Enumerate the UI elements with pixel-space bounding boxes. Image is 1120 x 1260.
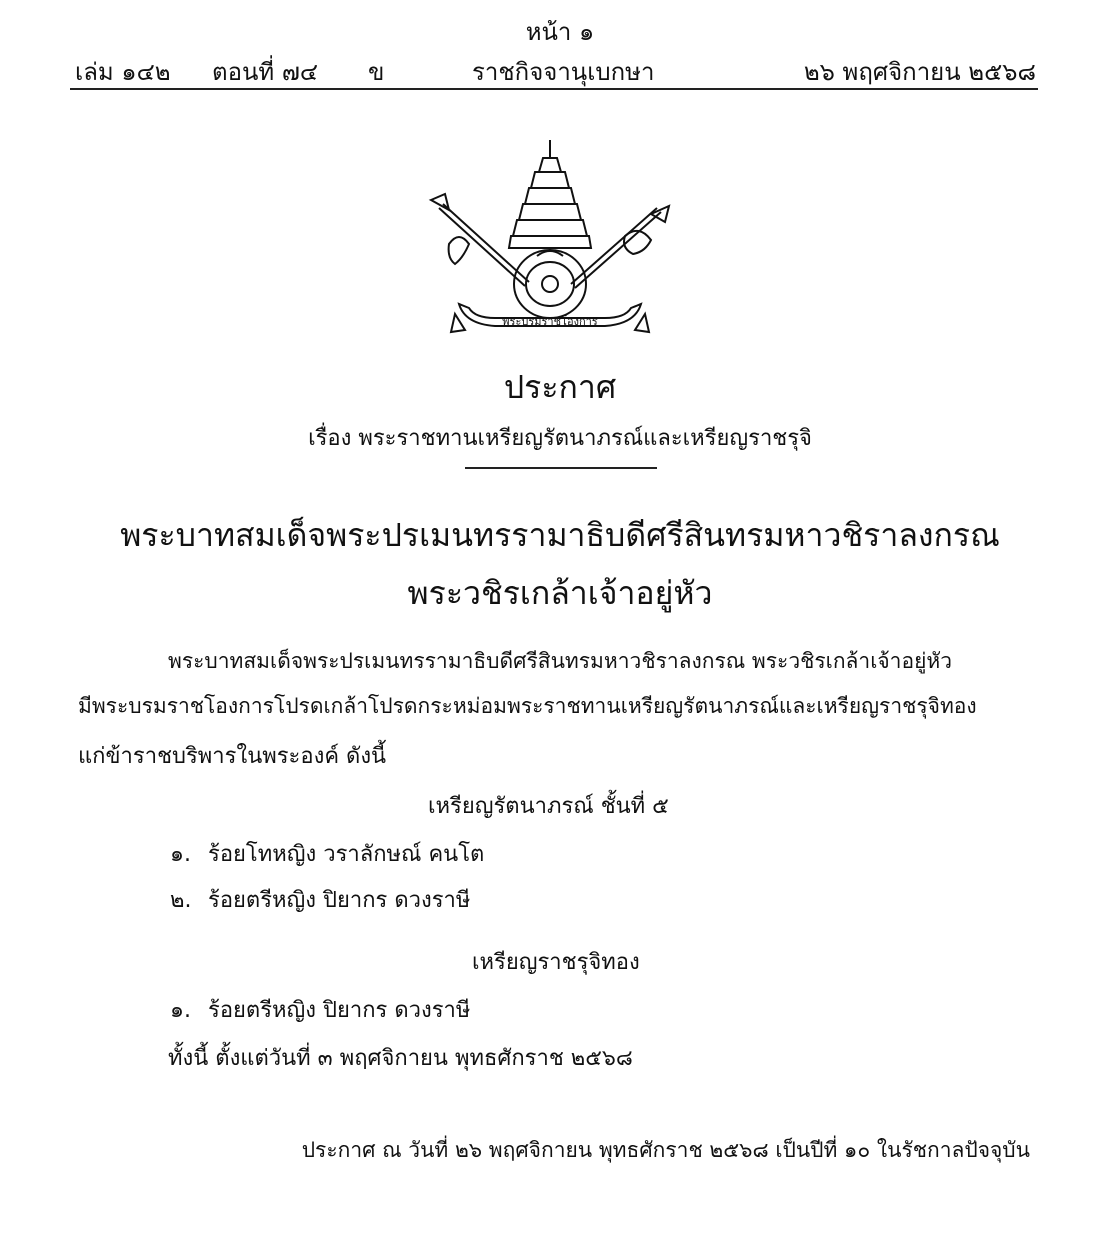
- page-number: หน้า ๑: [525, 18, 595, 46]
- recipient-number: ๑.: [170, 842, 191, 867]
- award-heading-ratcharuchi: เหรียญราชรุจิทอง: [472, 950, 640, 975]
- royal-seal-emblem-icon: [425, 136, 675, 348]
- recipient-name: ร้อยตรีหญิง ปิยากร ดวงราษี: [208, 998, 471, 1023]
- announcement-subject: เรื่อง พระราชทานเหรียญรัตนาภรณ์และเหรียญราชรุจิ: [308, 426, 812, 451]
- king-name-line-1: พระบาทสมเด็จพระปรเมนทรรามาธิบดีศรีสินทรมหาวชิราลงกรณ: [120, 516, 1000, 554]
- king-name-line-2: พระวชิรเกล้าเจ้าอยู่หัว: [407, 574, 713, 612]
- volume-number: เล่ม ๑๔๒: [75, 58, 171, 86]
- recipient-number: ๒.: [170, 888, 192, 913]
- emblem-ribbon-text: พระบรมราชโองการ: [502, 315, 598, 328]
- title-divider: [465, 467, 657, 469]
- header-divider: [70, 88, 1038, 90]
- part-number: ตอนที่ ๗๔: [212, 58, 319, 86]
- effective-date: ทั้งนี้ ตั้งแต่วันที่ ๓ พฤศจิกายน พุทธศักราช ๒๕๖๘: [168, 1046, 633, 1071]
- body-line-3: แก่ข้าราชบริพารในพระองค์ ดังนี้: [78, 744, 387, 769]
- section-letter: ข: [368, 58, 385, 86]
- body-line-2: มีพระบรมราชโองการโปรดเกล้าโปรดกระหม่อมพระราชทานเหรียญรัตนาภรณ์และเหรียญราชรุจิทอง: [78, 694, 977, 718]
- closing-statement: ประกาศ ณ วันที่ ๒๖ พฤศจิกายน พุทธศักราช ๒๕๖๘ เป็นปีที่ ๑๐ ในรัชกาลปัจจุบัน: [301, 1138, 1030, 1162]
- body-line-1: พระบาทสมเด็จพระปรเมนทรรามาธิบดีศรีสินทรมหาวชิราลงกรณ พระวชิรเกล้าเจ้าอยู่หัว: [168, 649, 953, 673]
- header-date: ๒๖ พฤศจิกายน ๒๕๖๘: [803, 58, 1036, 86]
- recipient-name: ร้อยโทหญิง วราลักษณ์ คนโต: [208, 842, 485, 867]
- award-heading-ratanabhorn: เหรียญรัตนาภรณ์ ชั้นที่ ๕: [428, 794, 669, 819]
- recipient-name: ร้อยตรีหญิง ปิยากร ดวงราษี: [208, 888, 471, 913]
- gazette-name: ราชกิจจานุเบกษา: [472, 58, 655, 86]
- announcement-title: ประกาศ: [503, 368, 617, 406]
- recipient-number: ๑.: [170, 998, 191, 1023]
